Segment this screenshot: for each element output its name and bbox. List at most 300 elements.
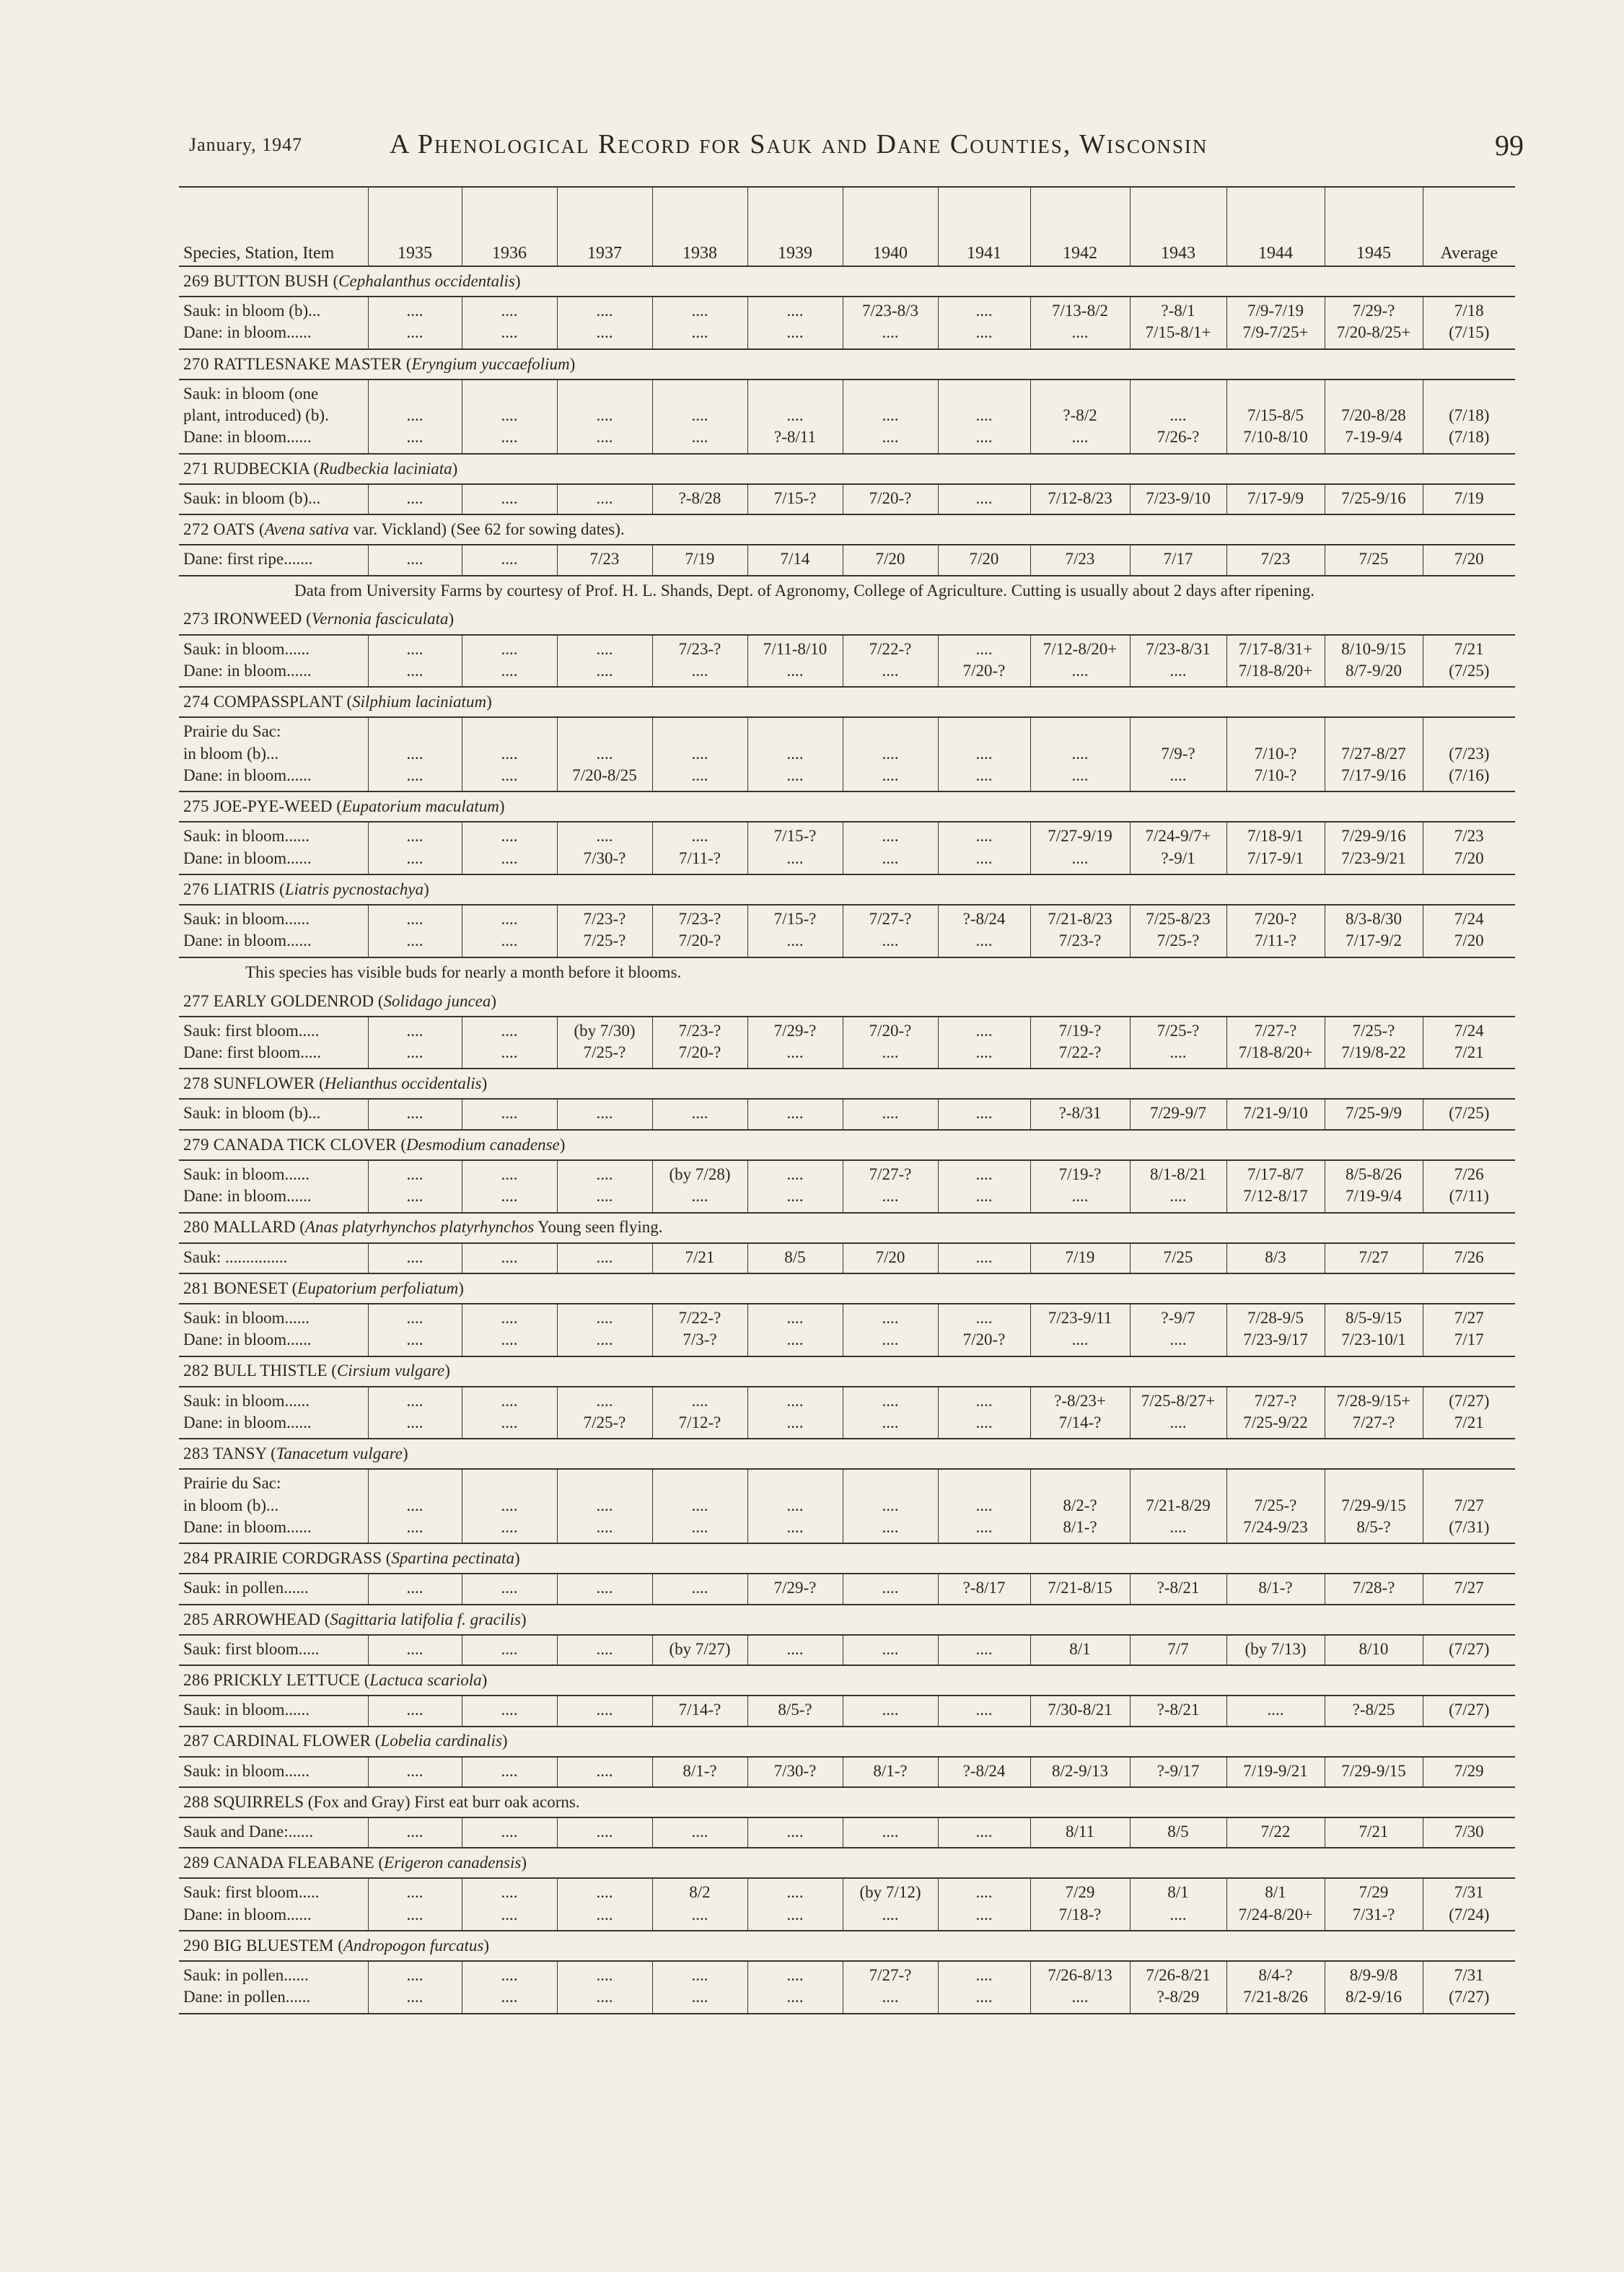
station-item-label: Sauk: first bloom..... Dane: in bloom......	[179, 1878, 368, 1931]
species-scientific-name: Lactuca scariola	[369, 1670, 482, 1689]
column-header-1940: 1940	[843, 187, 938, 266]
date-cell: ....	[462, 1099, 557, 1129]
date-cell: ....	[557, 1817, 652, 1848]
date-cell: 7/28-9/5 7/23-9/17	[1226, 1304, 1325, 1356]
date-cell: 7/22	[1226, 1817, 1325, 1848]
date-cell: .... ....	[843, 1304, 938, 1356]
date-cell: 7/19-? ....	[1030, 1160, 1130, 1213]
date-cell: 7/20	[843, 545, 938, 575]
table-row	[179, 1635, 1515, 1665]
date-cell: 7/31 (7/27)	[1423, 1961, 1515, 2014]
date-cell: ....	[557, 1243, 652, 1273]
date-cell: 7/19	[1030, 1243, 1130, 1273]
table-row	[179, 380, 1515, 454]
date-cell: 8/1-8/21 ....	[1130, 1160, 1226, 1213]
date-cell: 7/17-8/7 7/12-8/17	[1226, 1160, 1325, 1213]
species-number: 287	[183, 1732, 209, 1750]
species-number: 286	[183, 1670, 209, 1689]
species-scientific-name: Solidago juncea	[383, 991, 491, 1010]
table-row	[179, 484, 1515, 514]
date-cell: (7/23) (7/16)	[1423, 717, 1515, 791]
date-cell: ?-8/24	[938, 1757, 1030, 1787]
species-number: 272	[183, 519, 209, 538]
date-cell: ....	[368, 1243, 462, 1273]
date-cell: ....	[368, 1757, 462, 1787]
species-scientific-name: Avena sativa	[264, 519, 349, 538]
issue-date: January, 1947	[189, 134, 303, 155]
species-number: 290	[183, 1936, 209, 1955]
date-cell: .... ....	[938, 1878, 1030, 1931]
date-cell: ....	[938, 1099, 1030, 1129]
species-common-name: CANADA TICK CLOVER	[213, 1135, 397, 1154]
species-heading-cell: 282 BULL THISTLE (Cirsium vulgare)	[183, 1361, 450, 1380]
date-cell: .... ....	[368, 905, 462, 957]
species-heading-cell: 275 JOE-PYE-WEED (Eupatorium maculatum)	[183, 797, 505, 816]
date-cell: 7/23-? 7/20-?	[652, 905, 747, 957]
date-cell: 7/25-? 7/24-9/23	[1226, 1469, 1325, 1543]
table-row	[179, 545, 1515, 575]
station-item-label: Sauk: ...............	[179, 1243, 368, 1273]
column-header-1944: 1944	[1226, 187, 1325, 266]
species-heading	[179, 1931, 1515, 1961]
species-note-row	[179, 576, 1515, 605]
date-cell: .... ....	[462, 905, 557, 957]
date-cell: 7/23-? 7/20-?	[652, 1017, 747, 1069]
date-cell: .... ....	[747, 1878, 843, 1931]
page-number: 99	[1495, 129, 1524, 162]
date-cell: 7/29 7/31-?	[1325, 1878, 1423, 1931]
date-cell: 7/24-9/7+ ?-9/1	[1130, 822, 1226, 874]
table-row	[179, 297, 1515, 349]
species-heading	[179, 605, 1515, 635]
station-item-label: Sauk: first bloom.....	[179, 1635, 368, 1665]
date-cell: 7/24 7/20	[1423, 905, 1515, 957]
species-heading-cell: 289 CANADA FLEABANE (Erigeron canadensis)	[183, 1854, 527, 1872]
species-heading	[179, 1356, 1515, 1387]
date-cell: 7/27-8/27 7/17-9/16	[1325, 717, 1423, 791]
species-number: 281	[183, 1278, 209, 1297]
table-row	[179, 1243, 1515, 1273]
date-cell: 7/10-? 7/10-?	[1226, 717, 1325, 791]
species-heading-cell: 271 RUDBECKIA (Rudbeckia laciniata)	[183, 459, 458, 478]
date-cell: .... ....	[368, 1160, 462, 1213]
date-cell: (7/25)	[1423, 1099, 1515, 1129]
species-scientific-name: Eupatorium maculatum	[341, 797, 499, 816]
date-cell: 7/30	[1423, 1817, 1515, 1848]
date-cell: 7/27 (7/31)	[1423, 1469, 1515, 1543]
date-cell: ....	[557, 1696, 652, 1726]
date-cell: 8/3	[1226, 1243, 1325, 1273]
date-cell: .... 7/20-?	[938, 635, 1030, 688]
date-cell: ?-8/28	[652, 484, 747, 514]
date-cell: .... ....	[462, 1961, 557, 2014]
table-row	[179, 1757, 1515, 1787]
date-cell: 8/1 7/24-8/20+	[1226, 1878, 1325, 1931]
species-scientific-name: Eryngium yuccaefolium	[411, 354, 570, 373]
species-heading	[179, 1273, 1515, 1304]
date-cell: 7/20-8/28 7-19-9/4	[1325, 380, 1423, 454]
date-cell: .... ....	[843, 380, 938, 454]
date-cell: ....	[557, 484, 652, 514]
table-row	[179, 1304, 1515, 1356]
date-cell: 7/9-7/19 7/9-7/25+	[1226, 297, 1325, 349]
species-number: 273	[183, 610, 209, 628]
date-cell: .... ....	[938, 297, 1030, 349]
date-cell: .... ....	[462, 1160, 557, 1213]
date-cell: (by 7/27)	[652, 1635, 747, 1665]
date-cell: 7/25-8/23 7/25-?	[1130, 905, 1226, 957]
date-cell: 7/28-9/15+ 7/27-?	[1325, 1387, 1423, 1439]
date-cell: 7/15-? ....	[747, 905, 843, 957]
date-cell: 8/1	[1030, 1635, 1130, 1665]
species-heading	[179, 791, 1515, 822]
species-scientific-name: Desmodium canadense	[406, 1135, 560, 1154]
species-scientific-name: Liatris pycnostachya	[284, 880, 424, 898]
date-cell: 7/21-9/10	[1226, 1099, 1325, 1129]
date-cell: ....	[557, 1574, 652, 1604]
date-cell: .... ....	[557, 1878, 652, 1931]
date-cell: .... ....	[747, 1469, 843, 1543]
table-row	[179, 1878, 1515, 1931]
date-cell: 7/25-? ....	[1130, 1017, 1226, 1069]
species-common-name: COMPASSPLANT	[213, 693, 343, 711]
table-row	[179, 1160, 1515, 1213]
date-cell: ....	[652, 1099, 747, 1129]
date-cell: 8/9-9/8 8/2-9/16	[1325, 1961, 1423, 2014]
date-cell: .... ....	[462, 717, 557, 791]
date-cell: .... ....	[938, 1387, 1030, 1439]
date-cell: .... ....	[938, 1469, 1030, 1543]
date-cell: (7/27) 7/21	[1423, 1387, 1515, 1439]
date-cell: 7/17-8/31+ 7/18-8/20+	[1226, 635, 1325, 688]
date-cell: 7/20	[938, 545, 1030, 575]
date-cell: 7/23-? ....	[652, 635, 747, 688]
column-header-1943: 1943	[1130, 187, 1226, 266]
date-cell: 7/31 (7/24)	[1423, 1878, 1515, 1931]
date-cell: ?-9/17	[1130, 1757, 1226, 1787]
species-heading-cell: 285 ARROWHEAD (Sagittaria latifolia f. gracilis)	[183, 1610, 527, 1628]
date-cell: ....	[843, 1635, 938, 1665]
table-body	[179, 266, 1515, 2014]
date-cell: ?-8/24 ....	[938, 905, 1030, 957]
species-common-name: CARDINAL FLOWER	[213, 1732, 372, 1750]
species-scientific-name: Eupatorium perfoliatum	[297, 1278, 459, 1297]
date-cell: 8/3-8/30 7/17-9/2	[1325, 905, 1423, 957]
date-cell: ?-8/25	[1325, 1696, 1423, 1726]
date-cell: ....	[1226, 1696, 1325, 1726]
date-cell: ....	[462, 1696, 557, 1726]
date-cell: (by 7/28) ....	[652, 1160, 747, 1213]
date-cell: ....	[652, 1574, 747, 1604]
page-title: A Phenological Record for Sauk and Dane Counties, Wisconsin	[390, 129, 1208, 159]
table-row	[179, 1574, 1515, 1604]
date-cell: ....	[557, 1757, 652, 1787]
column-header-1939: 1939	[747, 187, 843, 266]
date-cell: 8/5-9/15 7/23-10/1	[1325, 1304, 1423, 1356]
species-common-name: BUTTON BUSH	[213, 271, 329, 290]
date-cell: 8/2-9/13	[1030, 1757, 1130, 1787]
date-cell: 7/22-? ....	[843, 635, 938, 688]
date-cell: ....	[368, 1817, 462, 1848]
date-cell: 8/11	[1030, 1817, 1130, 1848]
species-remark: var. Vickland) (See 62 for sowing dates).	[348, 519, 625, 538]
species-heading-cell: 278 SUNFLOWER (Helianthus occidentalis)	[183, 1074, 488, 1093]
date-cell: ....	[368, 1696, 462, 1726]
species-heading	[179, 266, 1515, 297]
table-row	[179, 1469, 1515, 1543]
species-heading	[179, 514, 1515, 545]
date-cell: 7/29-? ....	[747, 1017, 843, 1069]
species-heading-cell: 283 TANSY (Tanacetum vulgare)	[183, 1444, 408, 1463]
date-cell: 7/29-9/15	[1325, 1757, 1423, 1787]
date-cell: ?-8/23+ 7/14-?	[1030, 1387, 1130, 1439]
species-common-name: RATTLESNAKE MASTER	[213, 354, 403, 373]
species-heading	[179, 1605, 1515, 1635]
date-cell: 7/21	[652, 1243, 747, 1273]
date-cell: 8/2-? 8/1-?	[1030, 1469, 1130, 1543]
date-cell: 7/27-? 7/25-9/22	[1226, 1387, 1325, 1439]
date-cell: .... 7/30-?	[557, 822, 652, 874]
species-common-name: JOE-PYE-WEED	[213, 797, 333, 816]
date-cell: 7/26	[1423, 1243, 1515, 1273]
date-cell: ....	[462, 545, 557, 575]
date-cell: ....	[652, 1817, 747, 1848]
date-cell: 7/14	[747, 545, 843, 575]
date-cell: .... 7/12-?	[652, 1387, 747, 1439]
date-cell: (by 7/13)	[1226, 1635, 1325, 1665]
date-cell: 7/29-9/16 7/23-9/21	[1325, 822, 1423, 874]
date-cell: 7/19	[1423, 484, 1515, 514]
species-number: 271	[183, 459, 209, 478]
table-row	[179, 717, 1515, 791]
date-cell: ....	[462, 1635, 557, 1665]
date-cell: ....	[747, 1635, 843, 1665]
date-cell: 7/28-?	[1325, 1574, 1423, 1604]
date-cell: .... ....	[747, 717, 843, 791]
date-cell: .... ....	[368, 1387, 462, 1439]
date-cell: 8/1 ....	[1130, 1878, 1226, 1931]
date-cell: 7/20	[1423, 545, 1515, 575]
species-heading	[179, 1543, 1515, 1574]
column-header-1938: 1938	[652, 187, 747, 266]
date-cell: .... 7/25-?	[557, 1387, 652, 1439]
date-cell: 7/26-8/13 ....	[1030, 1961, 1130, 2014]
date-cell: .... ?-8/11	[747, 380, 843, 454]
column-header-1945: 1945	[1325, 187, 1423, 266]
station-item-label: Sauk: in bloom...... Dane: in bloom......	[179, 635, 368, 688]
species-common-name: MALLARD	[213, 1218, 296, 1237]
date-cell: ....	[938, 1817, 1030, 1848]
station-item-label: Sauk: in bloom......	[179, 1696, 368, 1726]
date-cell: .... ....	[368, 635, 462, 688]
date-cell: 7/26-8/21 ?-8/29	[1130, 1961, 1226, 2014]
table-header-row	[179, 187, 1515, 266]
date-cell: ....	[557, 1099, 652, 1129]
species-number: 285	[183, 1610, 209, 1628]
date-cell: .... ....	[557, 1304, 652, 1356]
date-cell: (7/27)	[1423, 1635, 1515, 1665]
species-heading	[179, 1213, 1515, 1243]
species-heading	[179, 1069, 1515, 1099]
species-heading	[179, 1848, 1515, 1878]
species-common-name: TANSY	[213, 1444, 267, 1463]
species-scientific-name: Rudbeckia laciniata	[319, 459, 452, 478]
date-cell: ....	[368, 1574, 462, 1604]
date-cell: 8/10	[1325, 1635, 1423, 1665]
date-cell: 7/20	[843, 1243, 938, 1273]
date-cell: .... ....	[938, 717, 1030, 791]
species-note: This species has visible buds for nearly a month before it blooms.	[245, 963, 682, 982]
table-row	[179, 1961, 1515, 2014]
date-cell: ?-8/1 7/15-8/1+	[1130, 297, 1226, 349]
date-cell: 7/13-8/2 ....	[1030, 297, 1130, 349]
date-cell: (by 7/30) 7/25-?	[557, 1017, 652, 1069]
date-cell: .... ....	[938, 380, 1030, 454]
date-cell: 7/9-? ....	[1130, 717, 1226, 791]
station-item-label: Sauk: first bloom..... Dane: first bloom.....	[179, 1017, 368, 1069]
phenology-table	[179, 186, 1515, 2014]
table-row	[179, 905, 1515, 957]
species-common-name: EARLY GOLDENROD	[213, 991, 374, 1010]
column-header-1937: 1937	[557, 187, 652, 266]
date-cell: .... ....	[747, 1961, 843, 2014]
species-scientific-name: Erigeron canadensis	[384, 1854, 522, 1872]
species-number: 289	[183, 1854, 209, 1872]
date-cell: 7/15-?	[747, 484, 843, 514]
date-cell: .... 7/11-?	[652, 822, 747, 874]
date-cell: 7/23	[1030, 545, 1130, 575]
date-cell: 7/29-9/7	[1130, 1099, 1226, 1129]
date-cell: 8/2 ....	[652, 1878, 747, 1931]
date-cell: 7/24 7/21	[1423, 1017, 1515, 1069]
species-number: 288	[183, 1792, 209, 1811]
species-heading	[179, 1727, 1515, 1757]
species-common-name: BULL THISTLE	[213, 1361, 328, 1380]
species-heading-cell: 279 CANADA TICK CLOVER (Desmodium canadense)	[183, 1135, 566, 1154]
date-cell: .... ....	[368, 1017, 462, 1069]
date-cell: .... ....	[747, 1387, 843, 1439]
date-cell: 7/21-8/15	[1030, 1574, 1130, 1604]
date-cell: .... ....	[843, 822, 938, 874]
date-cell: ....	[938, 1243, 1030, 1273]
species-heading-cell: 287 CARDINAL FLOWER (Lobelia cardinalis)	[183, 1732, 508, 1750]
species-scientific-name: Sagittaria latifolia f. gracilis	[330, 1610, 521, 1628]
date-cell: 7/17-9/9	[1226, 484, 1325, 514]
date-cell: ....	[747, 1817, 843, 1848]
date-cell: .... ....	[462, 1304, 557, 1356]
date-cell: ?-8/31	[1030, 1099, 1130, 1129]
date-cell: .... ....	[368, 1961, 462, 2014]
species-heading-cell: 280 MALLARD (Anas platyrhynchos platyrhynchos Young seen flying.	[183, 1218, 663, 1237]
date-cell: (7/18) (7/18)	[1423, 380, 1515, 454]
date-cell: ....	[462, 1243, 557, 1273]
date-cell: 7/29-?	[747, 1574, 843, 1604]
date-cell: 7/23	[557, 545, 652, 575]
date-cell: 7/23	[1226, 545, 1325, 575]
species-scientific-name: Andropogon furcatus	[343, 1936, 484, 1955]
date-cell: 7/14-?	[652, 1696, 747, 1726]
date-cell: 7/23 7/20	[1423, 822, 1515, 874]
date-cell: ?-8/17	[938, 1574, 1030, 1604]
date-cell: 7/30-8/21	[1030, 1696, 1130, 1726]
date-cell: 7/27	[1325, 1243, 1423, 1273]
species-heading	[179, 349, 1515, 380]
species-heading-cell: 281 BONESET (Eupatorium perfoliatum)	[183, 1278, 464, 1297]
date-cell: ....	[462, 1574, 557, 1604]
date-cell: ....	[368, 545, 462, 575]
date-cell: 7/23-? 7/25-?	[557, 905, 652, 957]
date-cell: 7/23-9/11 ....	[1030, 1304, 1130, 1356]
species-scientific-name: Silphium laciniatum	[352, 693, 487, 711]
species-common-name: ARROWHEAD	[212, 1610, 320, 1628]
station-item-label: Dane: first ripe.......	[179, 545, 368, 575]
station-item-label: Sauk: in bloom...... Dane: in bloom......	[179, 1160, 368, 1213]
species-heading-cell: 272 OATS (Avena sativa var. Vickland) (See 62 for sowing dates).	[183, 519, 625, 538]
date-cell: ....	[938, 1635, 1030, 1665]
species-number: 276	[183, 880, 209, 898]
date-cell: .... ....	[1030, 717, 1130, 791]
date-cell: .... ....	[462, 297, 557, 349]
date-cell: .... ....	[843, 1387, 938, 1439]
species-heading-cell: 290 BIG BLUESTEM (Andropogon furcatus)	[183, 1936, 490, 1955]
station-item-label: Sauk and Dane:......	[179, 1817, 368, 1848]
date-cell: 8/1-?	[1226, 1574, 1325, 1604]
station-item-label: Sauk: in bloom...... Dane: in bloom......	[179, 905, 368, 957]
date-cell: 7/21-8/29 ....	[1130, 1469, 1226, 1543]
date-cell: 8/5-8/26 7/19-9/4	[1325, 1160, 1423, 1213]
station-item-label: Sauk: in bloom (b)...	[179, 1099, 368, 1129]
date-cell: 7/20-? 7/11-?	[1226, 905, 1325, 957]
species-scientific-name: Cirsium vulgare	[336, 1361, 445, 1380]
species-number: 269	[183, 271, 209, 290]
species-number: 283	[183, 1444, 209, 1463]
station-item-label: Sauk: in bloom...... Dane: in bloom......	[179, 822, 368, 874]
date-cell: 7/20-?	[843, 484, 938, 514]
species-heading-cell: 284 PRAIRIE CORDGRASS (Spartina pectinata)	[183, 1549, 520, 1568]
species-common-name: OATS	[213, 519, 255, 538]
date-cell: ....	[747, 1099, 843, 1129]
date-cell: 7/25-? 7/19/8-22	[1325, 1017, 1423, 1069]
date-cell: 7/29 7/18-?	[1030, 1878, 1130, 1931]
species-heading	[179, 687, 1515, 717]
date-cell: .... ....	[462, 1017, 557, 1069]
date-cell: .... ....	[557, 380, 652, 454]
species-common-name: IRONWEED	[213, 610, 302, 628]
date-cell: .... ....	[462, 635, 557, 688]
date-cell: 7/25	[1130, 1243, 1226, 1273]
date-cell: 7/19	[652, 545, 747, 575]
date-cell: 7/26 (7/11)	[1423, 1160, 1515, 1213]
date-cell: .... ....	[747, 1160, 843, 1213]
species-number: 278	[183, 1074, 209, 1093]
date-cell: ....	[938, 484, 1030, 514]
species-heading-cell: 277 EARLY GOLDENROD (Solidago juncea)	[183, 991, 497, 1010]
date-cell: .... ....	[462, 1878, 557, 1931]
date-cell: .... ....	[368, 717, 462, 791]
species-common-name: BIG BLUESTEM	[213, 1936, 334, 1955]
species-heading	[179, 1665, 1515, 1696]
date-cell: .... ....	[557, 1961, 652, 2014]
date-cell: .... ....	[557, 635, 652, 688]
date-cell: .... ....	[462, 380, 557, 454]
column-header-1935: 1935	[368, 187, 462, 266]
date-cell: 7/27	[1423, 1574, 1515, 1604]
date-cell: 7/21 (7/25)	[1423, 635, 1515, 688]
date-cell: ?-8/2 ....	[1030, 380, 1130, 454]
species-common-name: LIATRIS	[213, 880, 276, 898]
date-cell: 7/23-8/31 ....	[1130, 635, 1226, 688]
species-common-name: CANADA FLEABANE	[213, 1854, 374, 1872]
